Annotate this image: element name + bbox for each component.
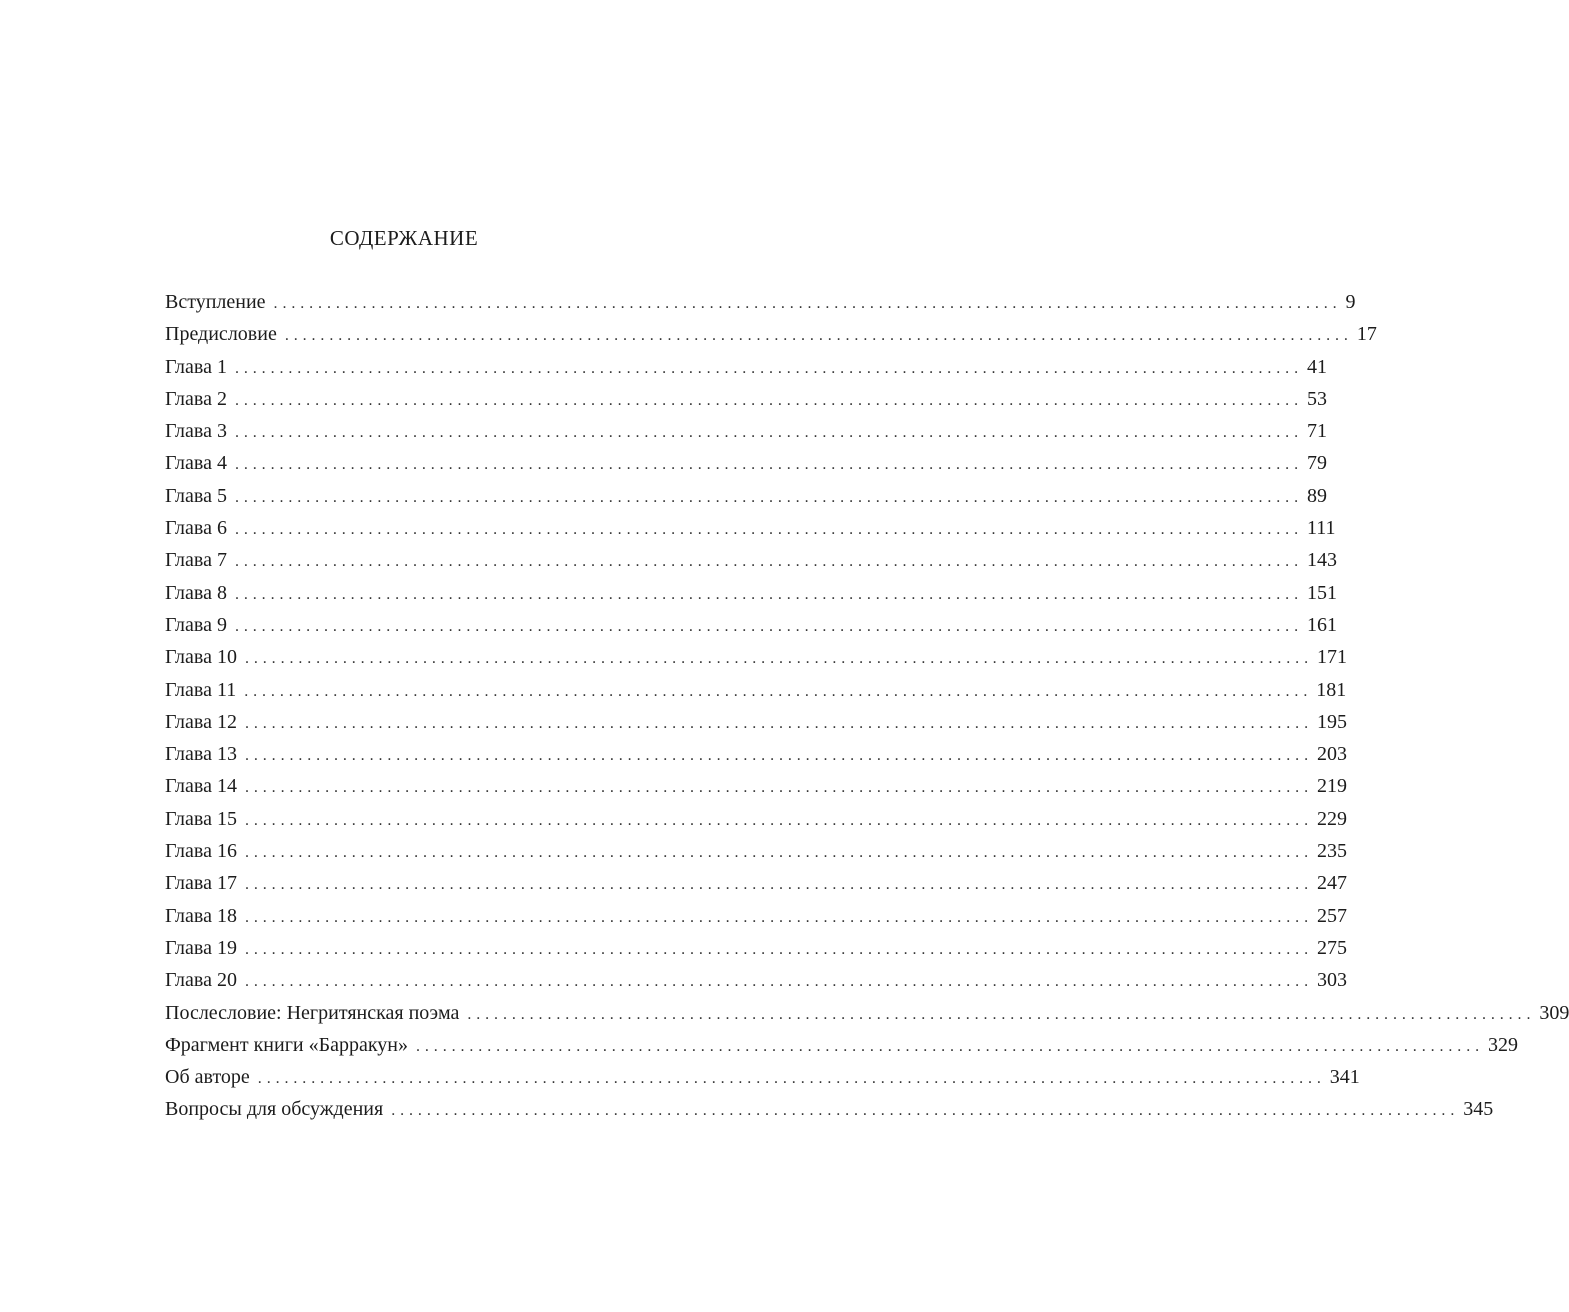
toc-entry-page-number: 345 (1463, 1098, 1494, 1121)
toc-entry (165, 803, 1347, 835)
toc-entry (165, 867, 1347, 899)
toc-entry-label: Глава 11 (165, 678, 237, 701)
toc-entry-page-number: 229 (1316, 807, 1347, 830)
dot-leader: ........................................................................................................................ (284, 327, 1353, 345)
dot-leader: ........................................................................................................................ (234, 553, 1303, 571)
toc-entry (165, 480, 1327, 512)
toc-entry-label: Глава 10 (165, 646, 237, 669)
toc-entry (165, 286, 1356, 318)
toc-entry-page-number: 329 (1488, 1033, 1518, 1056)
toc-entry (165, 415, 1327, 447)
toc-entry (165, 383, 1327, 415)
toc-entry-page-number: 111 (1306, 517, 1336, 540)
toc-entry-page-number: 89 (1306, 484, 1327, 507)
dot-leader: ........................................................................................................................ (244, 747, 1313, 765)
dot-leader: ........................................................................................................................ (416, 1037, 1484, 1055)
toc-entry-label: Вопросы для обсуждения (165, 1098, 384, 1121)
toc-entry-page-number: 181 (1316, 678, 1347, 701)
dot-leader: ........................................................................................................................ (467, 1005, 1536, 1023)
toc-entry (165, 835, 1347, 867)
dot-leader: ........................................................................................................................ (234, 585, 1303, 603)
toc-entry-page-number: 161 (1306, 613, 1337, 636)
toc-entry-label: Глава 13 (165, 743, 237, 766)
toc-entry-page-number: 9 (1345, 291, 1356, 313)
toc-entry (165, 1093, 1494, 1125)
toc-entry (165, 964, 1347, 996)
toc-entry-label: Глава 12 (165, 710, 237, 733)
toc-entry-label: Глава 16 (165, 840, 237, 863)
toc-entry-page-number: 219 (1316, 775, 1347, 798)
toc-entry (165, 770, 1347, 802)
dot-leader: ........................................................................................................................ (234, 359, 1303, 377)
dot-leader: ........................................................................................................................ (234, 521, 1303, 539)
toc-entry-label: Глава 2 (165, 387, 227, 410)
toc-entry (165, 1029, 1518, 1061)
dot-leader: ........................................................................................................................ (244, 876, 1313, 894)
toc-entry-page-number: 275 (1316, 936, 1347, 959)
toc-entry-label: Послесловие: Негритянская поэма (165, 1001, 460, 1024)
toc-entry-page-number: 303 (1316, 969, 1347, 992)
toc-entry-label: Об авторе (165, 1066, 250, 1089)
dot-leader: ........................................................................................................................ (234, 424, 1303, 442)
toc-entry-label: Предисловие (165, 323, 277, 346)
toc-entry-label: Глава 1 (165, 355, 227, 378)
toc-entry-label: Глава 7 (165, 549, 227, 572)
toc-entry-page-number: 195 (1316, 710, 1347, 733)
toc-entry-page-number: 151 (1306, 581, 1337, 604)
toc-entry-label: Глава 3 (165, 420, 227, 443)
dot-leader: ........................................................................................................................ (234, 456, 1303, 474)
dot-leader: ........................................................................................................................ (234, 391, 1303, 409)
dot-leader: ........................................................................................................................ (244, 650, 1313, 668)
toc-entry-page-number: 143 (1306, 549, 1337, 572)
dot-leader: ........................................................................................................................ (273, 295, 1342, 312)
toc-list (165, 286, 1569, 1126)
toc-entry-label: Глава 15 (165, 807, 237, 830)
dot-leader: ........................................................................................................................ (244, 844, 1313, 862)
toc-entry (165, 512, 1336, 544)
toc-entry-page-number: 53 (1306, 387, 1327, 410)
toc-entry-page-number: 41 (1306, 355, 1327, 378)
toc-entry-page-number: 71 (1306, 420, 1327, 443)
dot-leader: ........................................................................................................................ (244, 973, 1313, 991)
toc-entry-label: Глава 6 (165, 517, 227, 540)
dot-leader: ........................................................................................................................ (244, 714, 1313, 732)
toc-entry-label: Фрагмент книги «Барракун» (165, 1033, 408, 1056)
toc-entry (165, 609, 1337, 641)
toc-entry-label: Глава 8 (165, 581, 227, 604)
dot-leader: ........................................................................................................................ (244, 940, 1313, 958)
toc-entry-label: Глава 17 (165, 872, 237, 895)
dot-leader: ........................................................................................................................ (244, 779, 1313, 797)
toc-entry-label: Вступление (165, 291, 266, 313)
toc-entry-label: Глава 14 (165, 775, 237, 798)
toc-entry-page-number: 17 (1356, 323, 1377, 346)
toc-entry-page-number: 257 (1316, 904, 1347, 927)
toc-entry-label: Глава 18 (165, 904, 237, 927)
toc-entry-label: Глава 19 (165, 936, 237, 959)
toc-entry-page-number: 247 (1316, 872, 1347, 895)
toc-entry-page-number: 309 (1539, 1001, 1569, 1024)
toc-entry-label: Глава 4 (165, 452, 227, 475)
toc-entry (165, 351, 1327, 383)
dot-leader: ........................................................................................................................ (391, 1102, 1460, 1120)
toc-entry (165, 641, 1347, 673)
toc-entry-label: Глава 20 (165, 969, 237, 992)
dot-leader: ........................................................................................................................ (234, 617, 1303, 635)
toc-entry (165, 318, 1377, 350)
dot-leader: ........................................................................................................................ (244, 682, 1313, 700)
toc-entry-label: Глава 9 (165, 613, 227, 636)
toc-entry-page-number: 235 (1316, 840, 1347, 863)
toc-entry (165, 900, 1347, 932)
toc-entry-page-number: 203 (1316, 743, 1347, 766)
dot-leader: ........................................................................................................................ (234, 488, 1303, 506)
toc-entry-page-number: 79 (1306, 452, 1327, 475)
dot-leader: ........................................................................................................................ (244, 811, 1313, 829)
toc-entry (165, 932, 1347, 964)
toc-entry (165, 738, 1347, 770)
toc-entry-page-number: 171 (1316, 646, 1347, 669)
toc-entry (165, 447, 1327, 479)
toc-entry (165, 544, 1337, 576)
toc-entry (165, 577, 1337, 609)
toc-title: СОДЕРЖАНИЕ (329, 226, 479, 250)
toc-entry (165, 674, 1347, 706)
toc-entry (165, 997, 1569, 1029)
dot-leader: ........................................................................................................................ (244, 908, 1313, 926)
toc-entry (165, 1061, 1360, 1093)
toc-entry (165, 706, 1347, 738)
toc-entry-label: Глава 5 (165, 484, 227, 507)
dot-leader: ........................................................................................................................ (257, 1070, 1326, 1088)
toc-entry-page-number: 341 (1329, 1066, 1360, 1089)
